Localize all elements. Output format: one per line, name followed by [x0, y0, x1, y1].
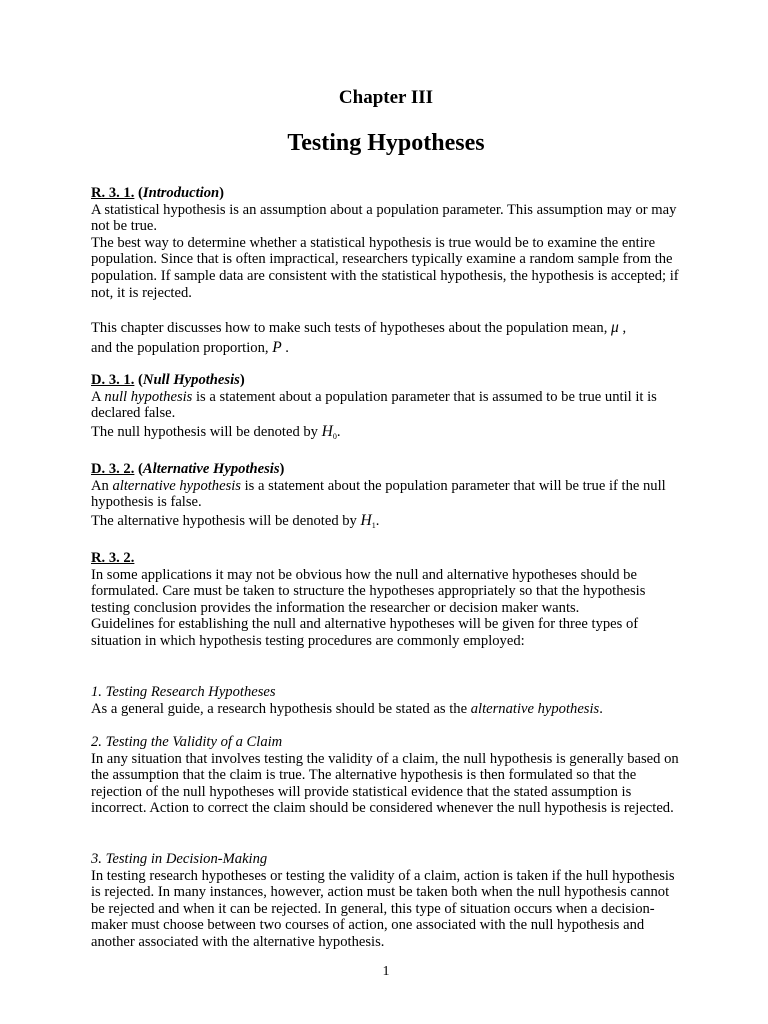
d32-definition: An alternative hypothesis is a statement about the population parameter that will be true if the null hypothesis is false.: [91, 477, 666, 511]
r31-ref: R. 3. 1.: [91, 185, 135, 201]
subsection-1-text: As a general guide, a research hypothesis should be stated as the alternative hypothesis.: [91, 700, 603, 717]
h0-symbol: H: [321, 422, 333, 440]
subsection-3-text: In testing research hypotheses or testing the validity of a claim, action is taken if the hull hypothesis is rejected. In many instances, however, action must be taken both when the null hypothesis cannot be rejected and when it can be rejected. In general, this type of situation occurs when a decision-maker must choose between two courses of action, one associated with the null hypothesis and another associated with the alternative hypothesis.: [91, 867, 675, 950]
r31-paragraph-1: A statistical hypothesis is an assumption about a population parameter. This assumption may or may not be true.: [91, 201, 677, 235]
section-r31: [91, 185, 681, 301]
r32-paragraph-2: Guidelines for establishing the null and alternative hypotheses will be given for three types of situation in which hypothesis testing procedures are commonly employed:: [91, 616, 639, 649]
r31-paragraph-3: This chapter discusses how to make such tests of hypotheses about the population mean, μ , and the population proportion, P .: [91, 319, 627, 356]
chapter-label: Chapter III: [338, 87, 434, 108]
subsection-2: [91, 734, 681, 817]
subsection-1-heading: 1. Testing Research Hypotheses: [91, 684, 276, 700]
d31-ref: D. 3. 1.: [91, 372, 135, 388]
r32-paragraph-1: In some applications it may not be obvious how the null and alternative hypotheses should be formulated. Care must be taken to structure the hypotheses appropriately so that the hypothesis testing conclusion provides the information the researcher or decision maker wants.: [91, 566, 646, 616]
subsection-3-heading: 3. Testing in Decision-Making: [91, 851, 268, 867]
d32-ref: D. 3. 2.: [91, 461, 135, 477]
subsection-2-text: In any situation that involves testing the validity of a claim, the null hypothesis is generally based on the assumption that the claim is true. The alternative hypothesis is then formulated so that the rejection of the null hypotheses will provide statistical evidence that the stated assumption is incorrect. Action to correct the claim should be considered whenever the null hypothesis is rejected.: [91, 750, 679, 817]
section-r32: [91, 550, 681, 650]
d32-heading: D. 3. 2. (Alternative Hypothesis): [91, 461, 285, 477]
d31-label: Null Hypothesis: [142, 372, 240, 388]
subsection-2-heading: 2. Testing the Validity of a Claim: [91, 734, 283, 750]
mu-symbol: μ: [611, 319, 619, 336]
chapter-title: Testing Hypotheses: [287, 130, 485, 156]
page-number: 1: [382, 964, 390, 979]
r31-label: Introduction: [142, 185, 220, 201]
d32-label: Alternative Hypothesis: [142, 461, 280, 477]
subsection-1: [91, 684, 681, 717]
r31-paragraph-2: The best way to determine whether a statistical hypothesis is true would be to examine the entire population. Since that is often impractical, researchers typically examine a random sample from the population. If sample data are consistent with the statistical hypothesis, the hypothesis is accepted; if not, it is rejected.: [91, 234, 679, 301]
r32-ref: R. 3. 2.: [91, 550, 135, 566]
d31-notation: The null hypothesis will be denoted by $H_0$.: [91, 422, 341, 441]
section-d31: [91, 372, 681, 446]
d32-notation: The alternative hypothesis will be denoted by $H_1$.: [91, 511, 380, 530]
subsection-3: [91, 851, 681, 951]
r31-heading: R. 3. 1. (Introduction): [91, 185, 225, 201]
d31-heading: D. 3. 1. (Null Hypothesis): [91, 372, 245, 388]
p-symbol: P: [272, 339, 282, 356]
section-d32: [91, 461, 681, 535]
d31-definition: A null hypothesis is a statement about a population parameter that is assumed to be true until it is declared false.: [91, 388, 657, 422]
h1-symbol: H: [360, 511, 372, 529]
